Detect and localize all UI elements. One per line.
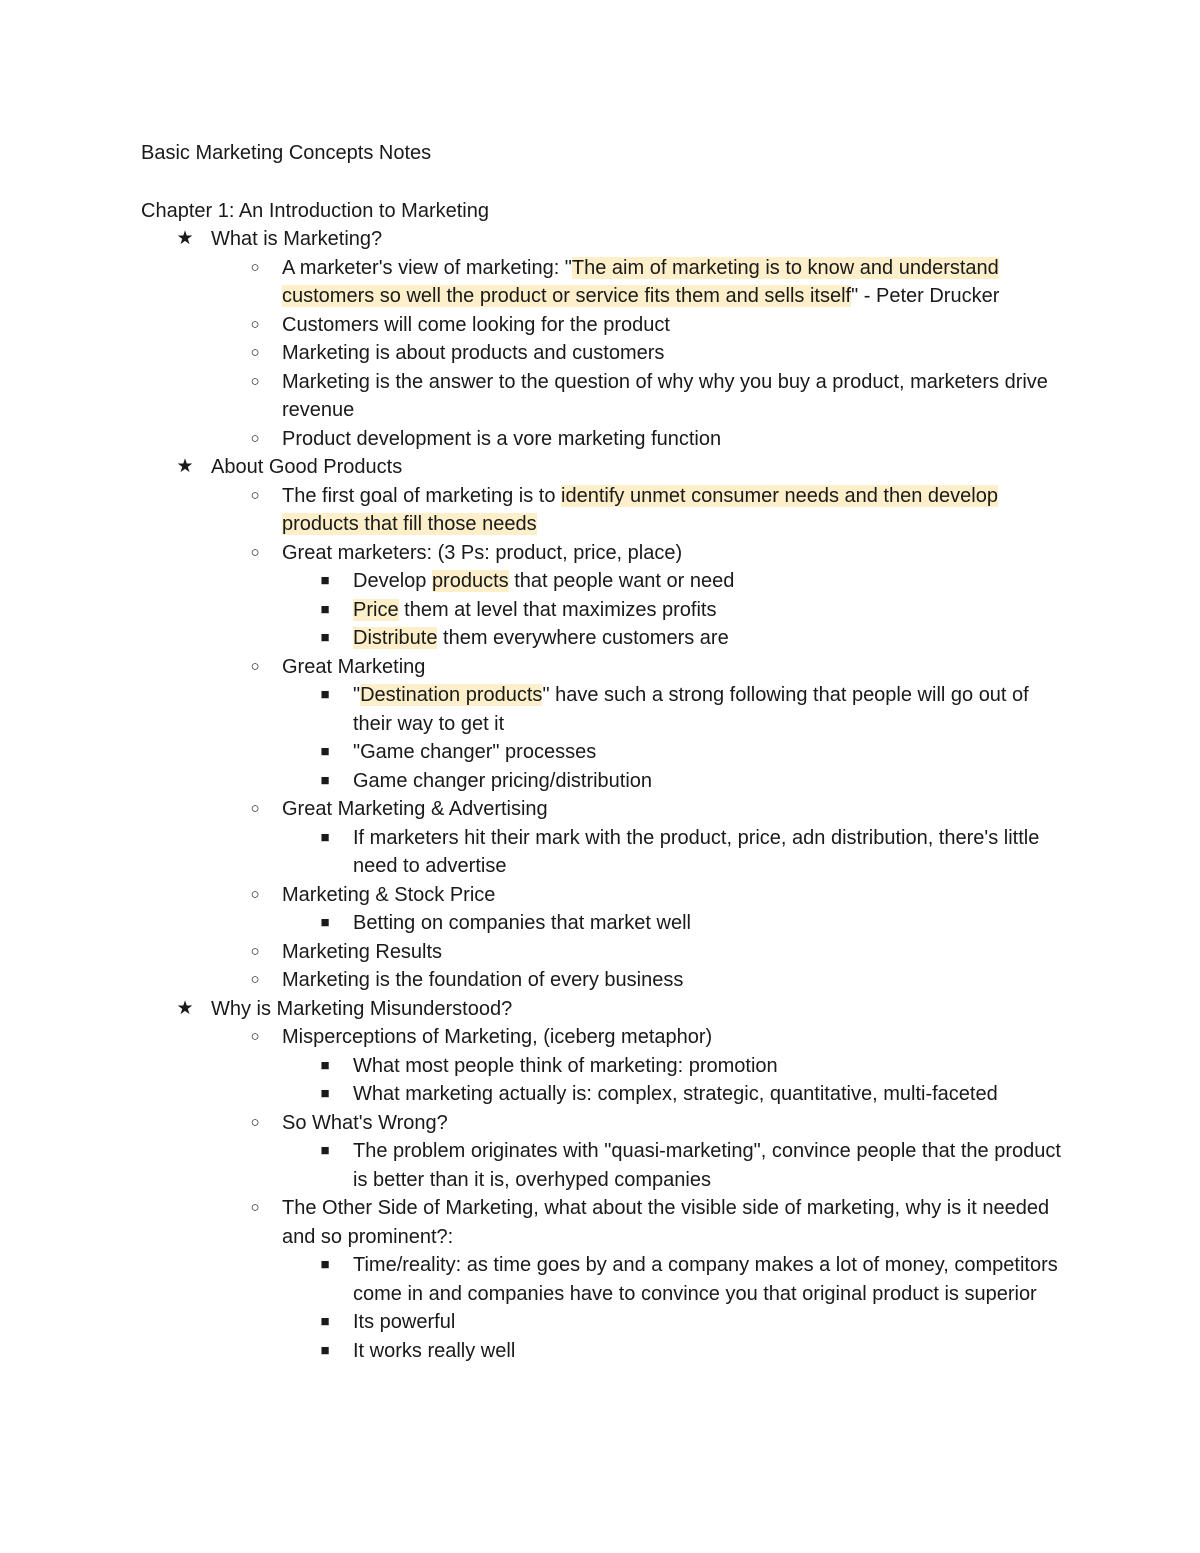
item-text xyxy=(353,770,652,792)
item-text xyxy=(353,912,691,934)
text-run: A marketer's view of marketing: " xyxy=(282,256,572,279)
item-text xyxy=(282,1112,448,1134)
list-item xyxy=(141,653,1061,682)
item-text xyxy=(353,627,729,649)
bullet-square-icon: ■ xyxy=(320,771,330,789)
document-title: Basic Marketing Concepts Notes xyxy=(141,142,432,164)
text-run: If marketers hit their mark with the product, price, adn distribution, there's little need to advertise xyxy=(353,826,1040,877)
item-text xyxy=(353,570,734,592)
bullet-square-icon: ■ xyxy=(320,828,330,846)
item-text xyxy=(282,314,670,336)
list-item xyxy=(141,368,1061,425)
list-item xyxy=(141,881,1061,910)
sub-list-item xyxy=(141,909,1061,938)
sub-list-item xyxy=(141,1137,1061,1194)
list-item xyxy=(141,339,1061,368)
sub-list-item xyxy=(141,624,1061,653)
bullet-square-icon: ■ xyxy=(320,743,330,760)
bullet-circle-icon: ○ xyxy=(250,543,260,561)
sub-list-item xyxy=(141,767,1061,796)
item-text xyxy=(211,998,512,1020)
list-item xyxy=(141,1194,1061,1251)
item-text xyxy=(282,884,495,906)
item-text xyxy=(353,1083,998,1105)
text-run: Why is Marketing Misunderstood? xyxy=(211,997,513,1020)
list-item xyxy=(141,539,1061,568)
item-text xyxy=(353,684,1029,735)
text-run: " xyxy=(353,684,361,706)
text-run: About Good Products xyxy=(211,456,403,478)
list-item xyxy=(141,966,1061,995)
list-item xyxy=(141,311,1061,340)
sub-list-item xyxy=(141,1052,1061,1081)
text-run: Its powerful xyxy=(353,1311,456,1333)
bullet-square-icon: ■ xyxy=(320,600,330,618)
section-heading xyxy=(141,453,1061,482)
text-run: What is Marketing? xyxy=(211,228,383,250)
bullet-square-icon: ■ xyxy=(320,686,330,703)
text-run: Product development is a vore marketing function xyxy=(282,427,722,450)
text-run: that people want or need xyxy=(508,570,735,592)
list-item xyxy=(141,795,1061,824)
text-run: them at level that maximizes profits xyxy=(398,598,717,621)
text-run: Betting on companies that market well xyxy=(353,912,691,934)
item-text xyxy=(353,1140,1061,1191)
text-run: Game changer pricing/distribution xyxy=(353,769,653,792)
item-text xyxy=(282,485,998,536)
item-text xyxy=(353,1340,515,1362)
text-run: What most people think of marketing: promotion xyxy=(353,1054,778,1077)
bullet-circle-icon: ○ xyxy=(250,885,260,903)
sub-list-item xyxy=(141,1080,1061,1109)
text-run: " - Peter Drucker xyxy=(851,285,1000,307)
text-run: Marketing is the answer to the question of why why you buy a product, marketers drive revenue xyxy=(282,370,1048,421)
list-item xyxy=(141,1023,1061,1052)
text-run: Develop xyxy=(353,570,432,592)
item-text xyxy=(282,257,999,308)
text-run: Customers will come looking for the product xyxy=(282,313,670,336)
sub-list-item xyxy=(141,567,1061,596)
item-text xyxy=(353,1311,455,1333)
sub-list-item xyxy=(141,1337,1061,1366)
highlighted-text: Distribute xyxy=(353,627,438,649)
sub-list-item xyxy=(141,596,1061,625)
text-run: The Other Side of Marketing, what about the visible side of marketing, why is it needed and so prominent?: xyxy=(282,1197,1050,1248)
bullet-square-icon: ■ xyxy=(320,1056,330,1074)
list-item xyxy=(141,425,1061,454)
item-text xyxy=(282,1026,712,1048)
item-text xyxy=(282,428,721,450)
item-text xyxy=(353,827,1039,878)
item-text xyxy=(353,1254,1058,1305)
bullet-circle-icon: ○ xyxy=(250,429,260,447)
bullet-square-icon: ■ xyxy=(320,572,330,589)
sub-list-item xyxy=(141,738,1061,767)
text-run: "Game changer" processes xyxy=(353,741,597,763)
text-run: Marketing Results xyxy=(282,940,443,963)
text-run: Great marketers: (3 Ps: product, price, place) xyxy=(282,541,683,564)
bullet-star-icon: ★ xyxy=(176,997,194,1019)
bullet-square-icon: ■ xyxy=(320,1256,330,1273)
sub-list-item xyxy=(141,1251,1061,1308)
bullet-circle-icon: ○ xyxy=(250,942,260,960)
bullet-circle-icon: ○ xyxy=(250,372,260,390)
highlighted-text: identify unmet consumer needs and then develop products that fill those needs xyxy=(282,484,998,535)
item-text xyxy=(282,798,548,820)
text-run: Misperceptions of Marketing, (iceberg metaphor) xyxy=(282,1026,713,1048)
bullet-circle-icon: ○ xyxy=(250,971,260,988)
outline-list xyxy=(141,225,1061,1365)
item-text xyxy=(211,228,382,250)
text-run: Great Marketing & Advertising xyxy=(282,798,548,820)
bullet-square-icon: ■ xyxy=(320,914,330,931)
bullet-circle-icon: ○ xyxy=(250,1199,260,1216)
item-text xyxy=(282,342,664,364)
sub-list-item xyxy=(141,824,1061,881)
bullet-square-icon: ■ xyxy=(320,1142,330,1159)
bullet-circle-icon: ○ xyxy=(250,486,260,504)
document-body xyxy=(141,139,1061,1365)
chapter-heading: Chapter 1: An Introduction to Marketing xyxy=(141,199,489,222)
bullet-square-icon: ■ xyxy=(320,1341,330,1359)
item-text xyxy=(353,1055,778,1077)
bullet-circle-icon: ○ xyxy=(250,1028,260,1045)
text-run: them everywhere customers are xyxy=(437,627,729,649)
item-text xyxy=(282,656,425,678)
bullet-circle-icon: ○ xyxy=(250,258,260,276)
section-heading xyxy=(141,225,1061,254)
bullet-circle-icon: ○ xyxy=(250,315,260,333)
bullet-circle-icon: ○ xyxy=(250,657,260,675)
highlighted-text: The aim of marketing is to know and understand customers so well the product or service fits them and sells itself xyxy=(282,256,999,307)
list-item xyxy=(141,482,1061,539)
item-text xyxy=(282,941,442,963)
section-heading xyxy=(141,995,1061,1024)
text-run: It works really well xyxy=(353,1339,516,1362)
text-run: Time/reality: as time goes by and a company makes a lot of money, competitors come in and companies have to convince you that original product is superior xyxy=(353,1254,1058,1305)
text-run: So What's Wrong? xyxy=(282,1111,448,1134)
bullet-square-icon: ■ xyxy=(320,1313,330,1330)
list-item xyxy=(141,254,1061,311)
bullet-star-icon: ★ xyxy=(176,456,194,477)
bullet-circle-icon: ○ xyxy=(250,800,260,817)
list-item xyxy=(141,938,1061,967)
highlighted-text: Price xyxy=(353,598,399,621)
bullet-square-icon: ■ xyxy=(320,629,330,646)
item-text xyxy=(282,1197,1049,1248)
bullet-star-icon: ★ xyxy=(176,228,194,249)
text-run: The first goal of marketing is to xyxy=(282,484,562,507)
bullet-circle-icon: ○ xyxy=(250,1113,260,1131)
highlighted-text: Destination products xyxy=(360,684,543,706)
bullet-square-icon: ■ xyxy=(320,1085,330,1102)
item-text xyxy=(353,599,716,621)
text-run: " have such a strong following that people will go out of their way to get it xyxy=(353,684,1029,735)
text-run: Marketing is about products and customers xyxy=(282,342,665,364)
list-item xyxy=(141,1109,1061,1138)
text-run: The problem originates with "quasi-marketing", convince people that the product is better than it is, overhyped companies xyxy=(353,1140,1061,1191)
highlighted-text: products xyxy=(431,570,509,592)
text-run: Marketing is the foundation of every business xyxy=(282,969,684,991)
text-run: What marketing actually is: complex, strategic, quantitative, multi-faceted xyxy=(353,1083,998,1105)
item-text xyxy=(353,741,596,763)
item-text xyxy=(211,456,402,478)
item-text xyxy=(282,969,683,991)
sub-list-item xyxy=(141,681,1061,738)
item-text xyxy=(282,542,682,564)
sub-list-item xyxy=(141,1308,1061,1337)
text-run: Great Marketing xyxy=(282,655,426,678)
text-run: Marketing & Stock Price xyxy=(282,883,496,906)
item-text xyxy=(282,371,1048,422)
bullet-circle-icon: ○ xyxy=(250,344,260,361)
